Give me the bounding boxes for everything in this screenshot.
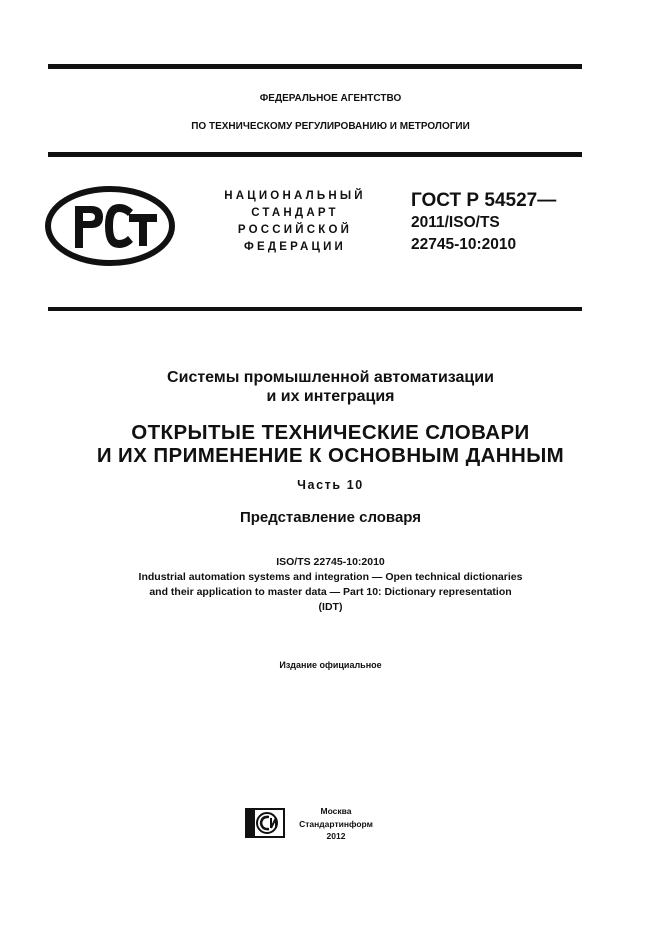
edition-label: Издание официальное	[279, 660, 382, 670]
iso-title-line1: Industrial automation systems and integration — Open technical dictionaries	[138, 571, 523, 583]
top-rule	[48, 64, 582, 69]
national-standard-line: РОССИЙСКОЙ	[237, 224, 353, 236]
iso-reference	[0, 555, 661, 615]
general-title	[0, 368, 661, 406]
main-title	[0, 421, 661, 467]
standard-designation	[411, 190, 556, 256]
national-standard-line: СТАНДАРТ	[251, 207, 339, 219]
iso-equivalence: (IDT)	[318, 601, 343, 613]
publisher-name: Стандартинформ	[299, 818, 373, 829]
standard-code: ГОСТ Р 54527—	[411, 190, 557, 211]
national-standard-line: НАЦИОНАЛЬНЫЙ	[224, 190, 366, 202]
header-rule	[48, 152, 582, 157]
iso-title-line2: and their application to master data — Part 10: Dictionary representation	[149, 586, 512, 598]
part-title: Представление словаря	[239, 509, 422, 526]
standartinform-logo-icon	[245, 808, 285, 838]
title-rule	[48, 307, 582, 311]
publication-year: 2012	[326, 831, 346, 841]
part-number: Часть 10	[297, 478, 364, 492]
publisher-block	[296, 805, 376, 843]
iso-code: ISO/TS 22745-10:2010	[276, 556, 385, 568]
rst-logo-icon	[45, 186, 175, 266]
standard-code-line3: 22745-10:2010	[411, 236, 517, 253]
publisher-city: Москва	[320, 806, 352, 816]
general-title-line2: и их интеграция	[266, 388, 395, 405]
national-standard-label	[195, 188, 395, 256]
agency-name-line1: ФЕДЕРАЛЬНОЕ АГЕНТСТВО	[259, 93, 402, 104]
agency-name-line2: ПО ТЕХНИЧЕСКОМУ РЕГУЛИРОВАНИЮ И МЕТРОЛОГИИ	[191, 121, 470, 132]
standard-code-line2: 2011/ISO/TS	[411, 214, 500, 231]
national-standard-line: ФЕДЕРАЦИИ	[243, 241, 347, 253]
general-title-line1: Системы промышленной автоматизации	[167, 369, 494, 386]
main-title-line1: ОТКРЫТЫЕ ТЕХНИЧЕСКИЕ СЛОВАРИ	[131, 421, 530, 444]
main-title-line2: И ИХ ПРИМЕНЕНИЕ К ОСНОВНЫМ ДАННЫМ	[96, 444, 565, 467]
